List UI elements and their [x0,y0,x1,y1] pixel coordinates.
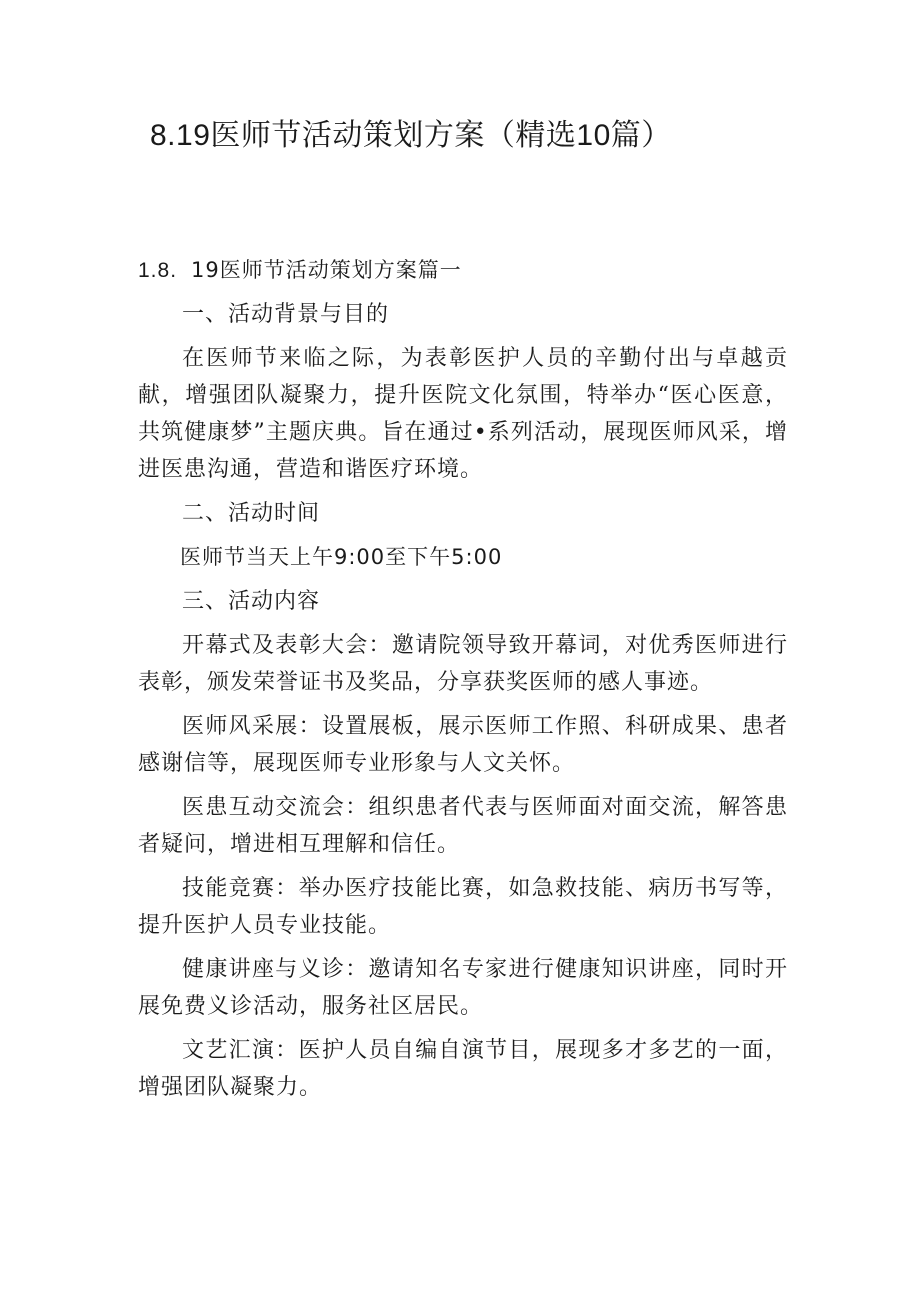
content-item-lecture: 健康讲座与义诊：邀请知名专家进行健康知识讲座，同时开展免费义诊活动，服务社区居民。 [138,957,788,1019]
content-item-performance: 文艺汇演：医护人员自编自演节目，展现多才多艺的一面，增强团队凝聚力。 [138,1038,788,1100]
time-heading: 二、活动时间 [182,501,321,526]
document-title: 8.19医师节活动策划方案（精选10篇） [150,119,672,152]
document-body [138,252,788,1113]
section-heading [138,252,788,289]
background-heading: 一、活动背景与目的 [182,302,390,327]
time-paragraph: 医师节当天上午9:00至下午5:00 [180,545,503,569]
content-item-opening: 开幕式及表彰大会：邀请院领导致开幕词，对优秀医师进行表彰，颁发荣誉证书及奖品，分享获奖医师的感人事迹。 [138,633,788,695]
content-item-exchange: 医患互动交流会：组织患者代表与医师面对面交流，解答患者疑问，增进相互理解和信任。 [138,795,788,857]
content-item-exhibition: 医师风采展：设置展板，展示医师工作照、科研成果、患者感谢信等，展现医师专业形象与人文关怀。 [138,714,788,776]
content-heading: 三、活动内容 [182,589,321,614]
background-paragraph: 在医师节来临之际，为表彰医护人员的辛勤付出与卓越贡献，增强团队凝聚力，提升医院文化氛围，特举办“医心医意，共筑健康梦”主题庆典。旨在通过•系列活动，展现医师风采，增进医患沟通，营造和谐医疗环境。 [138,346,788,482]
section-number: 1.8. [138,259,178,282]
content-item-competition: 技能竞赛：举办医疗技能比赛，如急救技能、病历书写等，提升医护人员专业技能。 [138,876,788,938]
section-heading-text: 19医师节活动策划方案篇一 [191,258,462,282]
